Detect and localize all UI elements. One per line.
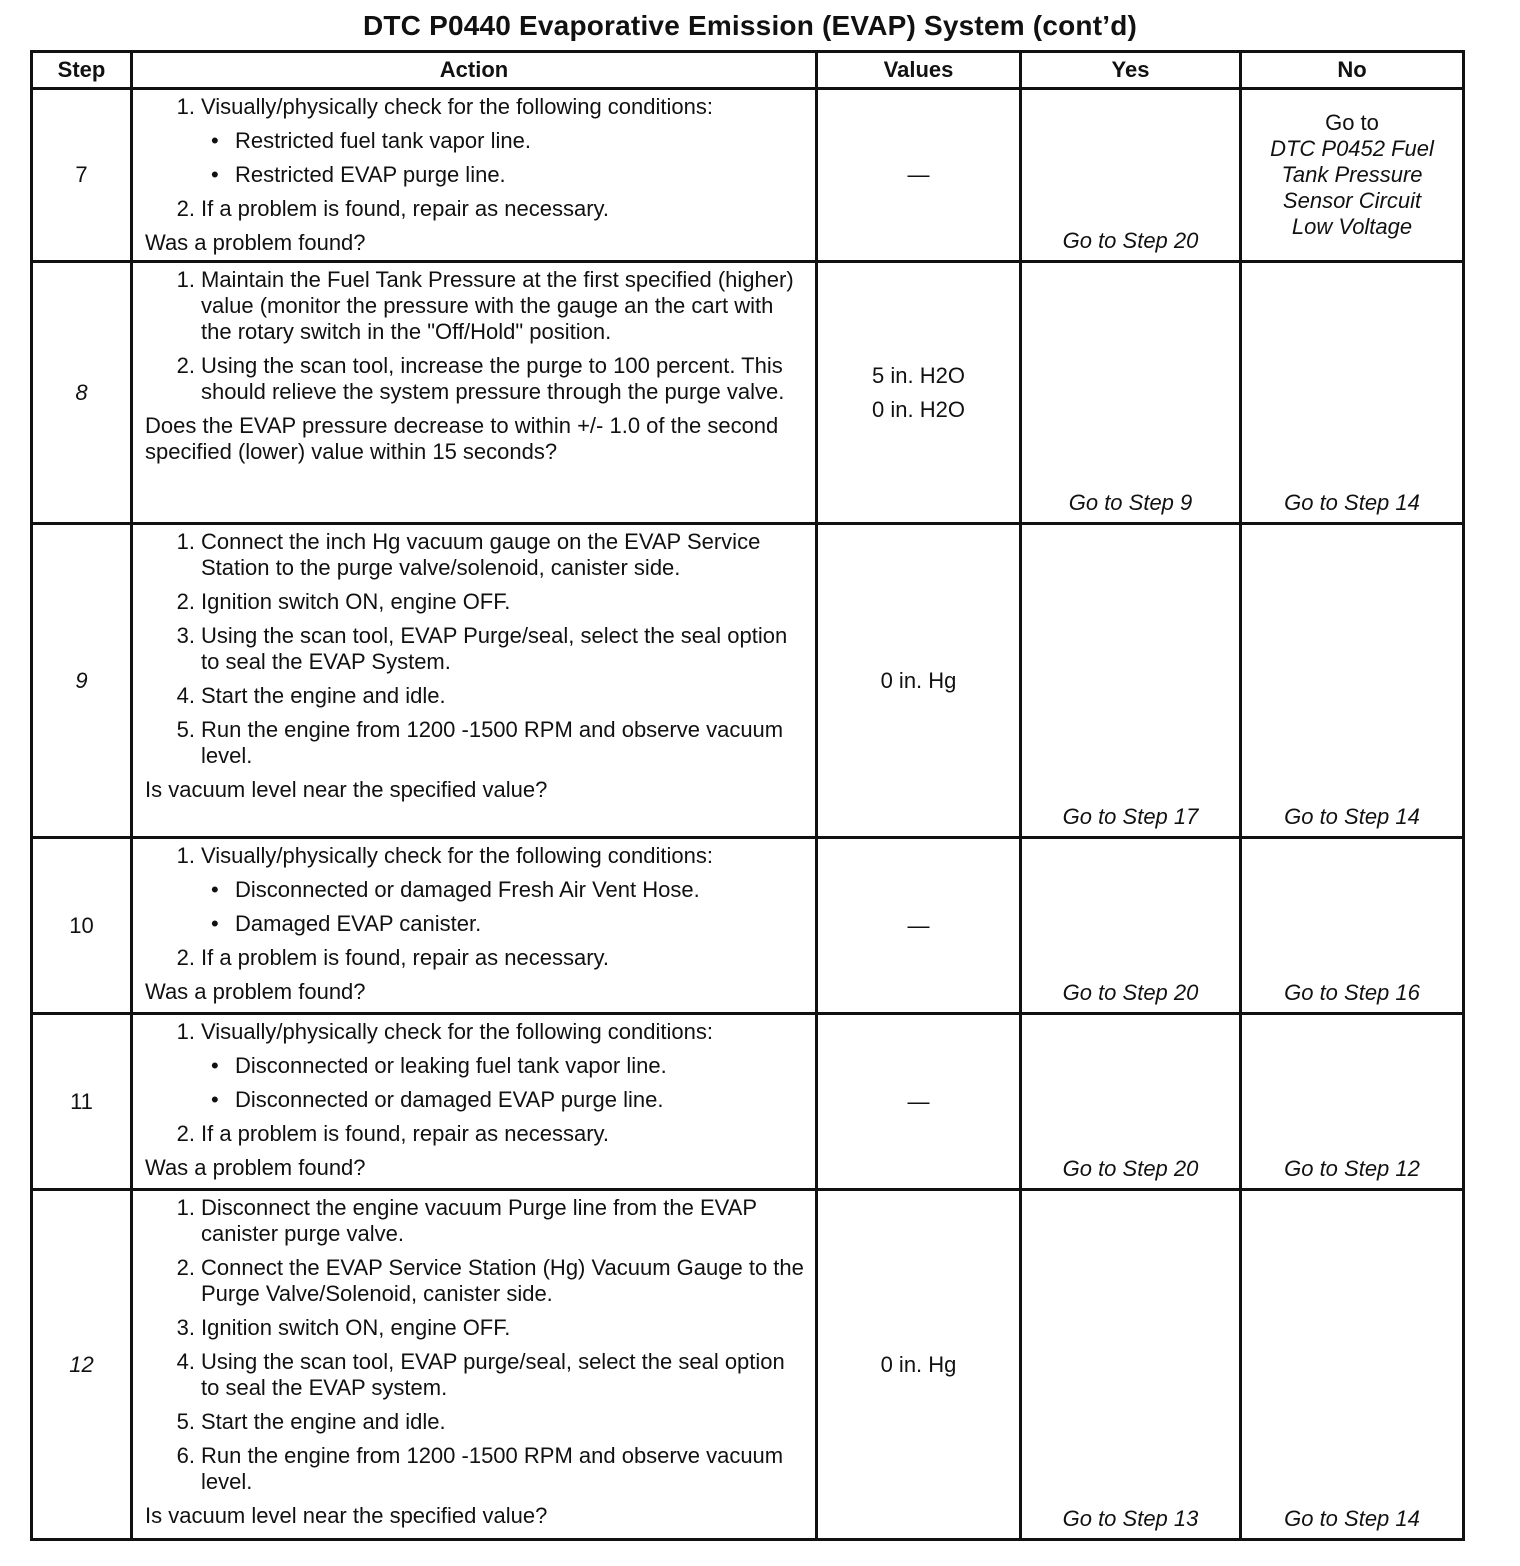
bullet-item	[145, 911, 807, 937]
bullet-text: Damaged EVAP canister.	[235, 911, 482, 936]
item-text: Visually/physically check for the following conditions:	[201, 843, 713, 868]
yes-result: Go to Step 17	[1021, 524, 1241, 838]
table-row	[32, 262, 1464, 524]
item-text: Ignition switch ON, engine OFF.	[201, 1315, 511, 1340]
value-line: 5 in. H2O	[872, 362, 965, 388]
no-result	[1241, 262, 1464, 524]
item-text: Connect the EVAP Service Station (Hg) Vacuum Gauge to the Purge Valve/Solenoid, canister side.	[201, 1255, 804, 1306]
header-step: Step	[32, 52, 132, 89]
item-text: Connect the inch Hg vacuum gauge on the EVAP Service Station to the purge valve/solenoid, canister side.	[201, 529, 761, 580]
action-item	[145, 1349, 807, 1401]
yes-result: Go to Step 20	[1021, 838, 1241, 1014]
item-text: Using the scan tool, increase the purge to 100 percent. This should relieve the system pressure through the purge valve.	[201, 353, 785, 404]
no-result	[1241, 524, 1464, 838]
table-row	[32, 1190, 1464, 1540]
item-text: If a problem is found, repair as necessary.	[201, 196, 610, 221]
table-row	[32, 89, 1464, 262]
action-item	[145, 196, 807, 222]
action-item	[145, 267, 807, 345]
bullet-text: Restricted fuel tank vapor line.	[235, 128, 531, 153]
header-no: No	[1241, 52, 1464, 89]
value-line: 0 in. Hg	[880, 667, 957, 693]
value-line: —	[907, 912, 930, 938]
action-question: Is vacuum level near the specified value?	[145, 777, 548, 802]
action-item	[145, 353, 807, 405]
bullet-item	[145, 1053, 807, 1079]
header-values: Values	[817, 52, 1021, 89]
item-text: If a problem is found, repair as necessary.	[201, 1121, 610, 1146]
action-cell	[132, 838, 817, 1014]
action-item	[145, 1195, 807, 1247]
item-number: 2.	[176, 1121, 195, 1146]
values-cell	[817, 262, 1021, 524]
bullet-item	[145, 1087, 807, 1113]
bullet-icon: •	[211, 1053, 219, 1078]
value-line: —	[907, 162, 930, 187]
action-item	[145, 717, 807, 769]
values-cell	[817, 89, 1021, 262]
no-result-line: DTC P0452 Fuel	[1270, 136, 1434, 161]
no-result-line: Go to Step 14	[1284, 1506, 1420, 1531]
action-cell	[132, 89, 817, 262]
action-item	[145, 683, 807, 709]
header-row	[32, 52, 1464, 89]
yes-result: Go to Step 20	[1021, 89, 1241, 262]
item-number: 2.	[176, 589, 195, 614]
item-text: Maintain the Fuel Tank Pressure at the first specified (higher) value (monitor the pressure with the gauge an the cart with the rotary switch in the "Off/Hold" position.	[201, 267, 794, 344]
no-result-line: Go to	[1325, 110, 1379, 135]
no-result	[1241, 1014, 1464, 1190]
action-cell	[132, 262, 817, 524]
item-number: 1.	[176, 529, 195, 554]
item-number: 4.	[176, 683, 195, 708]
item-text: Disconnect the engine vacuum Purge line from the EVAP canister purge valve.	[201, 1195, 757, 1246]
item-text: If a problem is found, repair as necessary.	[201, 945, 610, 970]
item-text: Using the scan tool, EVAP purge/seal, select the seal option to seal the EVAP system.	[201, 1349, 785, 1400]
item-number: 3.	[176, 1315, 195, 1340]
action-question: Is vacuum level near the specified value?	[145, 1503, 548, 1528]
item-text: Start the engine and idle.	[201, 683, 446, 708]
bullet-icon: •	[211, 162, 219, 187]
yes-result: Go to Step 13	[1021, 1190, 1241, 1540]
values-cell	[817, 1190, 1021, 1540]
action-question: Was a problem found?	[145, 1155, 366, 1180]
step-number: 9	[32, 524, 132, 838]
no-result	[1241, 1190, 1464, 1540]
item-number: 2.	[176, 353, 195, 378]
values-cell	[817, 838, 1021, 1014]
bullet-icon: •	[211, 1087, 219, 1112]
step-number: 7	[32, 89, 132, 262]
table-row	[32, 1014, 1464, 1190]
action-question: Does the EVAP pressure decrease to within +/- 1.0 of the second specified (lower) value within 15 seconds?	[145, 413, 779, 464]
bullet-text: Disconnected or damaged Fresh Air Vent Hose.	[235, 877, 700, 902]
value-line: 0 in. H2O	[872, 396, 965, 422]
item-text: Run the engine from 1200 -1500 RPM and observe vacuum level.	[201, 1443, 784, 1494]
action-item	[145, 1121, 807, 1147]
item-number: 1.	[176, 843, 195, 868]
yes-result: Go to Step 9	[1021, 262, 1241, 524]
action-item	[145, 1315, 807, 1341]
header-yes: Yes	[1021, 52, 1241, 89]
item-text: Start the engine and idle.	[201, 1409, 446, 1434]
no-result	[1241, 838, 1464, 1014]
item-number: 4.	[176, 1349, 195, 1374]
header-action: Action	[132, 52, 817, 89]
action-item	[145, 94, 807, 120]
no-result-line: Go to Step 14	[1284, 490, 1420, 515]
action-item	[145, 1409, 807, 1435]
no-result	[1241, 89, 1464, 262]
item-number: 1.	[176, 267, 195, 292]
no-result-line: Sensor Circuit	[1282, 188, 1422, 213]
item-text: Visually/physically check for the following conditions:	[201, 1019, 713, 1044]
item-number: 2.	[176, 196, 195, 221]
no-result-line: Go to Step 16	[1284, 980, 1420, 1005]
no-result-line: Tank Pressure	[1281, 162, 1423, 187]
action-item	[145, 1255, 807, 1307]
action-item	[145, 843, 807, 869]
item-number: 6.	[176, 1443, 195, 1468]
bullet-text: Disconnected or damaged EVAP purge line.	[235, 1087, 664, 1112]
step-number: 10	[32, 838, 132, 1014]
item-text: Visually/physically check for the following conditions:	[201, 94, 713, 119]
values-cell	[817, 1014, 1021, 1190]
bullet-icon: •	[211, 911, 219, 936]
value-line: 0 in. Hg	[880, 1351, 957, 1377]
step-number: 11	[32, 1014, 132, 1190]
diagnostic-table	[30, 50, 1465, 1541]
action-item	[145, 945, 807, 971]
bullet-text: Disconnected or leaking fuel tank vapor line.	[235, 1053, 667, 1078]
item-text: Using the scan tool, EVAP Purge/seal, select the seal option to seal the EVAP System.	[201, 623, 788, 674]
item-number: 2.	[176, 945, 195, 970]
step-number: 8	[32, 262, 132, 524]
table-row	[32, 524, 1464, 838]
item-number: 1.	[176, 1019, 195, 1044]
bullet-item	[145, 162, 807, 188]
yes-result: Go to Step 20	[1021, 1014, 1241, 1190]
step-number: 12	[32, 1190, 132, 1540]
item-number: 3.	[176, 623, 195, 648]
no-result-line: Go to Step 12	[1284, 1156, 1420, 1181]
values-cell	[817, 524, 1021, 838]
action-question: Was a problem found?	[145, 979, 366, 1004]
no-result-line: Go to Step 14	[1284, 804, 1420, 829]
table-row	[32, 838, 1464, 1014]
action-cell	[132, 524, 817, 838]
value-line: —	[907, 1088, 930, 1114]
action-item	[145, 589, 807, 615]
item-number: 5.	[176, 717, 195, 742]
bullet-item	[145, 877, 807, 903]
item-number: 1.	[176, 1195, 195, 1220]
item-text: Run the engine from 1200 -1500 RPM and observe vacuum level.	[201, 717, 784, 768]
action-item	[145, 529, 807, 581]
item-number: 5.	[176, 1409, 195, 1434]
bullet-item	[145, 128, 807, 154]
item-number: 1.	[176, 94, 195, 119]
page-title: DTC P0440 Evaporative Emission (EVAP) System (cont’d)	[362, 10, 1138, 41]
action-question: Was a problem found?	[145, 230, 366, 255]
action-item	[145, 1443, 807, 1495]
action-cell	[132, 1190, 817, 1540]
action-item	[145, 1019, 807, 1045]
no-result-line: Low Voltage	[1291, 214, 1413, 239]
action-cell	[132, 1014, 817, 1190]
item-number: 2.	[176, 1255, 195, 1280]
item-text: Ignition switch ON, engine OFF.	[201, 589, 511, 614]
action-item	[145, 623, 807, 675]
bullet-text: Restricted EVAP purge line.	[235, 162, 506, 187]
bullet-icon: •	[211, 877, 219, 902]
table-body	[32, 89, 1464, 1540]
bullet-icon: •	[211, 128, 219, 153]
